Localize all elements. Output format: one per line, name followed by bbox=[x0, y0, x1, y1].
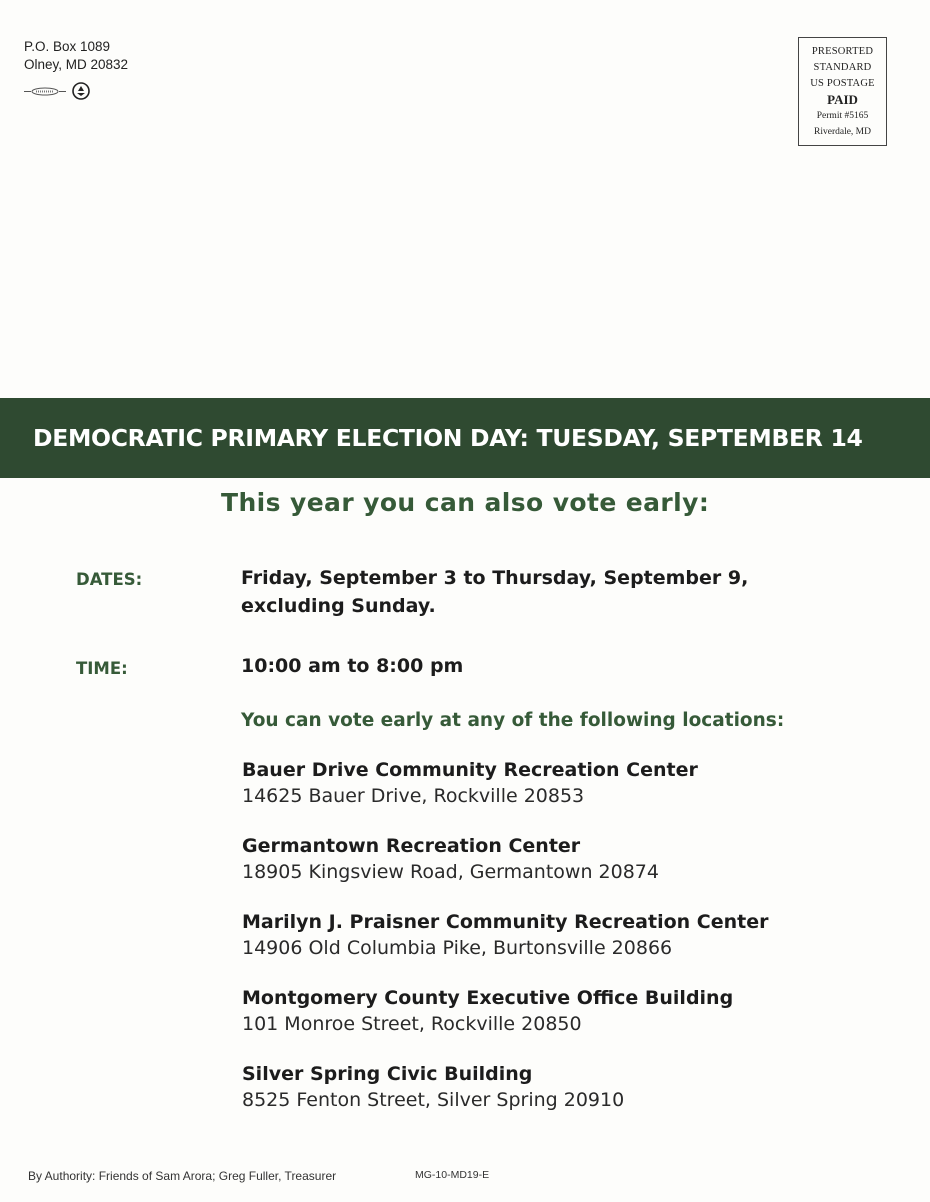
postage-us-postage: US POSTAGE bbox=[810, 78, 875, 89]
location-name: Germantown Recreation Center bbox=[242, 835, 581, 857]
locations-intro: You can vote early at any of the following locations: bbox=[241, 710, 785, 731]
time-label: TIME: bbox=[76, 659, 128, 678]
location-item bbox=[242, 833, 768, 909]
dates-line-2: excluding Sunday. bbox=[241, 595, 436, 617]
location-address: 101 Monroe Street, Rockville 20850 bbox=[242, 1013, 582, 1035]
dates-label: DATES: bbox=[76, 570, 143, 589]
location-address: 18905 Kingsview Road, Germantown 20874 bbox=[242, 861, 659, 883]
locations-list bbox=[242, 757, 768, 1137]
location-name: Montgomery County Executive Office Building bbox=[242, 987, 734, 1009]
authority-line: By Authority: Friends of Sam Arora; Greg Fuller, Treasurer bbox=[28, 1169, 337, 1183]
mailer-code: MG-10-MD19-E bbox=[415, 1169, 490, 1181]
location-name: Silver Spring Civic Building bbox=[242, 1063, 533, 1085]
printer-marks bbox=[24, 82, 90, 100]
return-address-line-2: Olney, MD 20832 bbox=[24, 57, 129, 72]
dates-value bbox=[241, 564, 748, 620]
location-name: Bauer Drive Community Recreation Center bbox=[242, 759, 698, 781]
location-item bbox=[242, 1061, 768, 1137]
postage-presorted: PRESORTED bbox=[811, 46, 874, 57]
location-address: 8525 Fenton Street, Silver Spring 20910 bbox=[242, 1089, 625, 1111]
postage-city: Riverdale, MD bbox=[814, 127, 871, 137]
location-address: 14625 Bauer Drive, Rockville 20853 bbox=[242, 785, 585, 807]
location-name: Marilyn J. Praisner Community Recreation Center bbox=[242, 911, 769, 933]
location-item bbox=[242, 909, 768, 985]
dates-line-1: Friday, September 3 to Thursday, September 9, bbox=[241, 567, 749, 589]
election-day-banner bbox=[0, 398, 930, 478]
postage-standard: STANDARD bbox=[813, 62, 872, 73]
location-item bbox=[242, 757, 768, 833]
early-voting-subhead: This year you can also vote early: bbox=[221, 488, 710, 517]
election-day-banner-text: DEMOCRATIC PRIMARY ELECTION DAY: TUESDAY, SEPTEMBER 14 bbox=[33, 424, 863, 452]
time-value: 10:00 am to 8:00 pm bbox=[241, 655, 464, 677]
postage-permit: Permit #5165 bbox=[816, 111, 869, 121]
location-address: 14906 Old Columbia Pike, Burtonsville 20866 bbox=[242, 937, 673, 959]
postage-indicia bbox=[798, 37, 887, 146]
postage-paid: PAID bbox=[827, 92, 858, 107]
recycle-icon bbox=[72, 82, 90, 100]
return-address bbox=[24, 38, 128, 74]
location-item bbox=[242, 985, 768, 1061]
return-address-line-1: P.O. Box 1089 bbox=[24, 39, 111, 54]
union-bug-icon bbox=[24, 87, 66, 96]
